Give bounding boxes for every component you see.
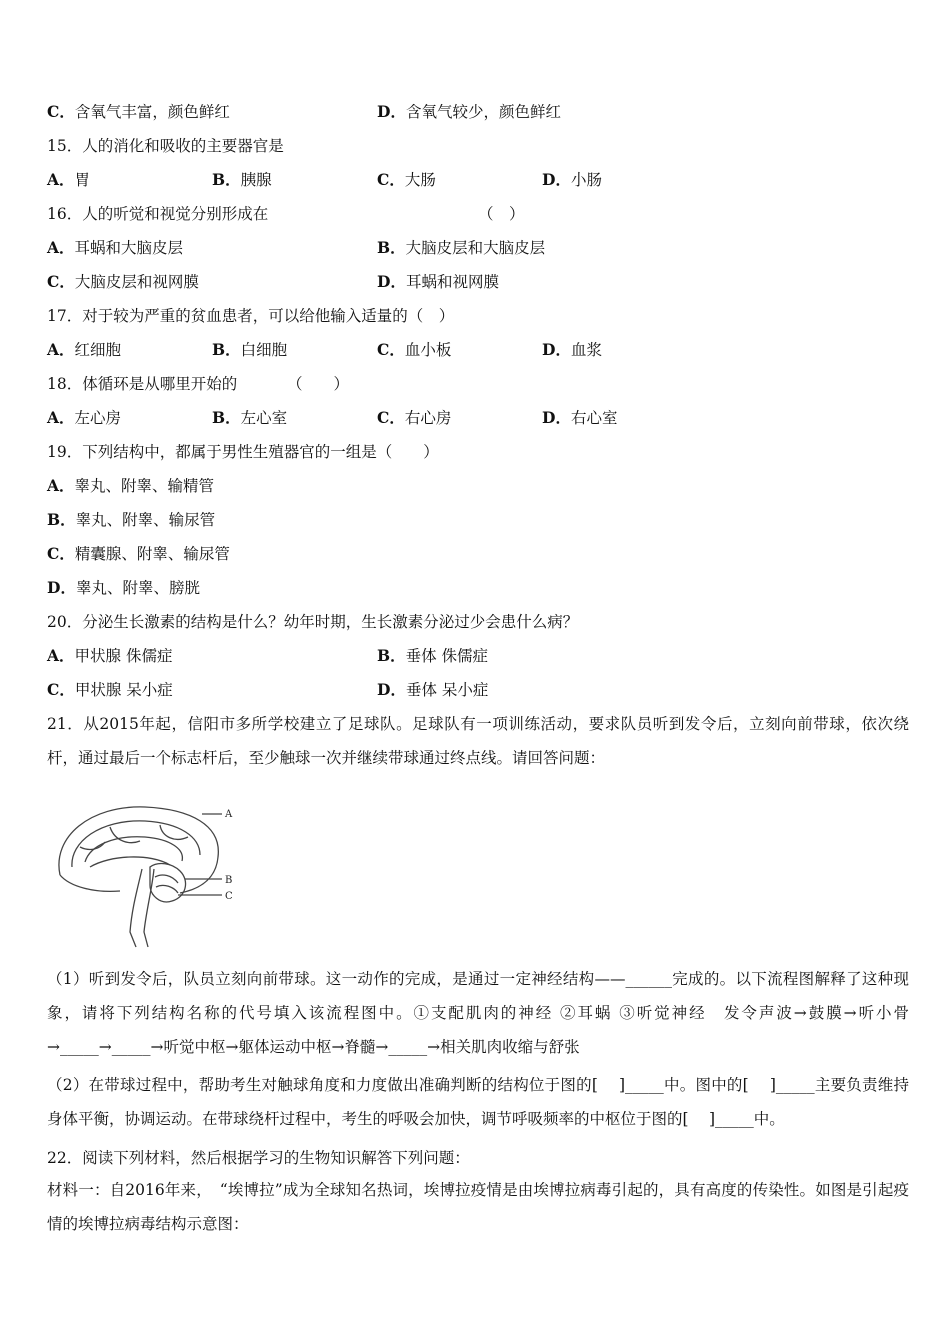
label-a: A xyxy=(225,809,233,820)
q21-stem: 21．从2015年起，信阳市多所学校建立了足球队。足球队有一项训练活动，要求队员听到发令后，立刻向前带球，依次绕杆，通过最后一个标志杆后，至少触球一次并继续带球通过终点线。请回答问题： xyxy=(47,715,909,767)
q15-option-a: A．胃 xyxy=(47,170,91,189)
q22-material1: 材料一：自2016年来， “埃博拉”成为全球知名热词，埃博拉疫情是由埃博拉病毒引起的，具有高度的传染性。如图是引起疫情的埃博拉病毒结构示意图： xyxy=(47,1181,909,1233)
q14-option-c: C．含氧气丰富，颜色鲜红 xyxy=(47,102,230,121)
q18-paren: （ ） xyxy=(287,375,350,393)
q18-option-a: A．左心房 xyxy=(47,408,122,427)
q20-option-b: B．垂体 侏儒症 xyxy=(377,646,489,665)
q17-option-b: B．白细胞 xyxy=(212,340,288,359)
q16-option-b: B．大脑皮层和大脑皮层 xyxy=(377,238,546,257)
q20-option-d: D．垂体 呆小症 xyxy=(377,680,489,699)
q19-stem: 19．下列结构中，都属于男性生殖器官的一组是（ ） xyxy=(47,443,439,461)
q18-stem: 18．体循环是从哪里开始的 xyxy=(47,375,238,393)
q16-option-d: D．耳蜗和视网膜 xyxy=(377,272,499,291)
q17-option-d: D．血浆 xyxy=(542,340,602,359)
q17-stem: 17．对于较为严重的贫血患者，可以给他输入适量的（ ） xyxy=(47,307,455,325)
q22-stem: 22．阅读下列材料，然后根据学习的生物知识解答下列问题： xyxy=(47,1149,470,1167)
q19-option-d: D．睾丸、附睾、膀胱 xyxy=(47,578,200,597)
q20-option-a: A．甲状腺 侏儒症 xyxy=(47,646,173,665)
q16-option-c: C．大脑皮层和视网膜 xyxy=(47,272,199,291)
brain-diagram xyxy=(50,797,240,952)
cerebellum-outline xyxy=(150,864,186,902)
q18-option-d: D．右心室 xyxy=(542,408,618,427)
q15-option-b: B．胰腺 xyxy=(212,170,272,189)
q21-part1: （1）听到发令后，队员立刻向前带球。这一动作的完成，是通过一定神经结构——______完成的。以下流程图解释了这种现象，请将下列结构名称的代号填入该流程图中。①支配肌肉的神经 ②耳蜗 ③听觉神经 发令声波→鼓膜→听小骨→_____→_____→听觉中枢→躯体运动中枢→脊髓→_____→相关肌肉收缩与舒张 xyxy=(47,970,909,1056)
label-c: C xyxy=(225,891,233,902)
q16-stem: 16．人的听觉和视觉分别形成在 xyxy=(47,205,269,223)
q15-stem: 15．人的消化和吸收的主要器官是 xyxy=(47,137,284,155)
brainstem-outline xyxy=(130,869,142,947)
q19-option-b: B．睾丸、附睾、输尿管 xyxy=(47,510,216,529)
q15-option-d: D．小肠 xyxy=(542,170,602,189)
q14-option-d: D．含氧气较少，颜色鲜红 xyxy=(377,102,561,121)
q19-option-a: A．睾丸、附睾、输精管 xyxy=(47,476,215,495)
q21-part2: （2）在带球过程中，帮助考生对触球角度和力度做出准确判断的结构位于图的[ ]_____中。图中的[ ]_____主要负责维持身体平衡，协调运动。在带球绕杆过程中，考生的呼吸会加快，调节呼吸频率的中枢位于图的[ ]_____中。 xyxy=(47,1076,909,1128)
q15-option-c: C．大肠 xyxy=(377,170,436,189)
q20-option-c: C．甲状腺 呆小症 xyxy=(47,680,173,699)
q18-option-b: B．左心室 xyxy=(212,408,288,427)
q17-option-c: C．血小板 xyxy=(377,340,452,359)
q17-option-a: A．红细胞 xyxy=(47,340,122,359)
corpus-callosum-outline xyxy=(72,821,200,867)
q16-paren: （ ） xyxy=(478,205,525,223)
q16-option-a: A．耳蜗和大脑皮层 xyxy=(47,238,184,257)
cerebrum-outline xyxy=(59,807,218,893)
q18-option-c: C．右心房 xyxy=(377,408,452,427)
label-b: B xyxy=(225,875,233,886)
q19-option-c: C．精囊腺、附睾、输尿管 xyxy=(47,544,230,563)
q20-stem: 20．分泌生长激素的结构是什么？幼年时期，生长激素分泌过少会患什么病？ xyxy=(47,613,579,631)
